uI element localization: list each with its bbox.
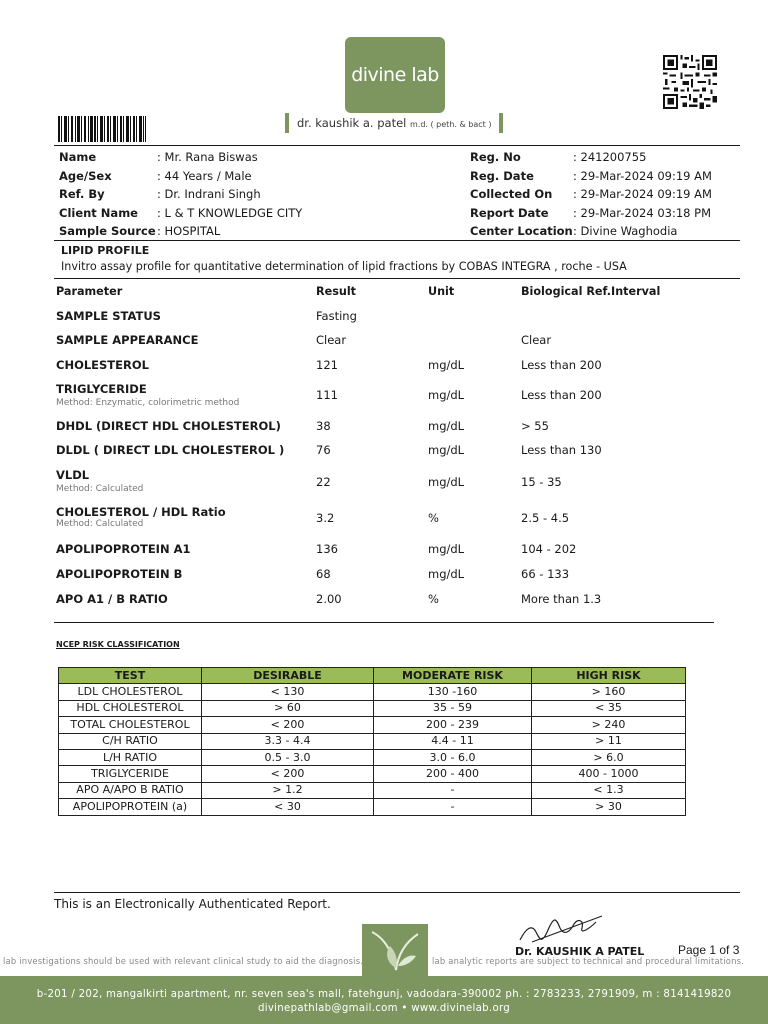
table-cell: < 200 [202,766,374,782]
table-cell: < 35 [532,700,686,716]
ncep-header-row [59,668,686,684]
field-value: : 29-Mar-2024 09:19 AM [573,187,712,201]
field-value: : 241200755 [573,150,647,164]
unit: mg/dL [428,542,465,556]
column-header-unit: Unit [428,285,455,298]
unit: % [428,592,439,606]
unit: mg/dL [428,443,465,457]
field-label: Collected On [470,187,553,201]
table-cell: 130 -160 [374,684,532,700]
doctor-line [285,113,503,133]
ref-interval: 104 - 202 [521,542,577,556]
table-cell: LDL CHOLESTEROL [59,684,202,700]
field-label: Reg. No [470,150,521,164]
results-end-rule [54,622,714,623]
table-cell: > 1.2 [202,782,374,798]
result-value: 22 [316,475,331,489]
column-header-ref-interval: Biological Ref.Interval [521,285,661,298]
table-cell: - [374,782,532,798]
qr-code-icon [663,55,717,109]
unit: mg/dL [428,388,465,402]
patient-info-left [59,148,302,241]
table-cell: 35 - 59 [374,700,532,716]
ref-interval: Less than 200 [521,388,602,402]
table-cell: 200 - 239 [374,717,532,733]
field-label: Age/Sex [59,168,112,183]
ref-interval: 66 - 133 [521,567,570,581]
field-label: Name [59,150,97,164]
unit: mg/dL [428,567,465,581]
table-cell: > 60 [202,700,374,716]
field-value: : Mr. Rana Biswas [157,150,258,164]
patient-field [59,185,302,204]
table-cell: < 30 [202,799,374,815]
table-cell: TOTAL CHOLESTEROL [59,717,202,733]
result-value: 38 [316,419,331,433]
unit: mg/dL [428,475,465,489]
result-value: Fasting [316,309,357,323]
patient-field [59,204,302,223]
report-field [470,185,712,204]
report-field [470,167,712,186]
field-value: : L & T KNOWLEDGE CITY [157,205,303,220]
leaf-icon [362,924,428,976]
table-cell: HDL CHOLESTEROL [59,700,202,716]
field-label: Client Name [59,205,138,220]
field-label: Reg. Date [470,168,534,183]
parameter-name: CHOLESTEROL [56,358,149,372]
divider-bar-right [499,113,503,133]
table-row [59,733,686,749]
disclaimer-left: lab investigations should be used with relevant clinical study to aid the diagnosis. [3,956,364,966]
table-cell: > 6.0 [532,749,686,765]
unit: mg/dL [428,358,465,372]
table-row [59,717,686,733]
table-row [59,782,686,798]
table-cell: C/H RATIO [59,733,202,749]
field-label: Ref. By [59,187,105,201]
section-title: LIPID PROFILE [61,244,150,257]
result-value: 76 [316,443,331,457]
table-row [59,700,686,716]
field-value: : 29-Mar-2024 03:18 PM [573,205,711,220]
ref-interval: Clear [521,333,552,347]
doctor-qualification: m.d. ( peth. & bact ) [410,120,492,129]
parameter-name: VLDL [56,468,90,482]
field-value: : 29-Mar-2024 09:19 AM [573,168,712,183]
table-cell: < 200 [202,717,374,733]
report-field [470,222,712,241]
table-cell: APOLIPOPROTEIN (a) [59,799,202,815]
section-rule [54,278,740,279]
ref-interval: 15 - 35 [521,475,562,489]
parameter-name: DLDL ( DIRECT LDL CHOLESTEROL ) [56,443,285,457]
footer-bar [0,976,768,1024]
leaf-logo-icon [362,924,428,976]
field-value: : Dr. Indrani Singh [157,187,261,201]
result-value: Clear [316,333,347,347]
table-cell: > 11 [532,733,686,749]
patient-field [59,148,302,167]
method-note: Method: Calculated [56,519,144,529]
report-field [470,148,712,167]
ncep-header-desirable: DESIRABLE [202,668,374,684]
column-header-result: Result [316,285,357,298]
method-note: Method: Calculated [56,484,144,494]
report-field [470,204,712,223]
parameter-name: APO A1 / B RATIO [56,592,168,606]
table-row [59,684,686,700]
field-value: : 44 Years / Male [157,168,252,183]
parameter-name: APOLIPOPROTEIN B [56,567,183,581]
patient-info-right [470,148,712,241]
header-rule [54,145,740,146]
ncep-header-high: HIGH RISK [532,668,686,684]
table-cell: > 240 [532,717,686,733]
method-note: Method: Enzymatic, colorimetric method [56,398,240,408]
table-cell: 200 - 400 [374,766,532,782]
table-row [59,766,686,782]
logo-text: divine lab [351,64,439,86]
table-cell: 400 - 1000 [532,766,686,782]
info-rule [54,240,740,241]
ncep-header-moderate: MODERATE RISK [374,668,532,684]
ncep-risk-table [58,667,686,816]
ref-interval: 2.5 - 4.5 [521,511,570,525]
parameter-name: APOLIPOPROTEIN A1 [56,542,191,556]
unit: mg/dL [428,419,465,433]
table-cell: 4.4 - 11 [374,733,532,749]
table-cell: > 160 [532,684,686,700]
page-number: Page 1 of 3 [678,943,740,957]
disclaimer-right: lab analytic reports are subject to technical and procedural limitations. [432,956,745,966]
ref-interval: > 55 [521,419,549,433]
lab-logo [345,37,445,113]
field-label: Center Location [470,224,573,238]
table-cell: TRIGLYCERIDE [59,766,202,782]
field-value: : HOSPITAL [157,224,221,238]
result-value: 68 [316,567,331,581]
table-row [59,749,686,765]
result-value: 136 [316,542,338,556]
ncep-header-test: TEST [59,668,202,684]
result-value: 2.00 [316,592,342,606]
field-label: Report Date [470,205,549,220]
table-cell: 3.0 - 6.0 [374,749,532,765]
section-description: Invitro assay profile for quantitative determination of lipid fractions by COBAS INTEGRA , roche - USA [61,260,627,273]
table-cell: L/H RATIO [59,749,202,765]
table-cell: 3.3 - 4.4 [202,733,374,749]
footer-address: b-201 / 202, mangalkirti apartment, nr. seven sea's mall, fatehgunj, vadodara-390002 ph. : 2783233, 2791909, m : 8141419820 [36,989,732,1000]
unit: % [428,511,439,525]
column-header-parameter: Parameter [56,285,123,298]
result-value: 121 [316,358,338,372]
signatory-name: Dr. KAUSHIK A PATEL [515,945,645,958]
table-cell: 0.5 - 3.0 [202,749,374,765]
table-cell: APO A/APO B RATIO [59,782,202,798]
doctor-name-text: dr. kaushik a. patel [297,116,407,130]
footer-contact: divinepathlab@gmail.com • www.divinelab.org [257,1003,511,1014]
parameter-name: SAMPLE STATUS [56,309,161,323]
table-cell: < 130 [202,684,374,700]
patient-field [59,167,302,186]
ncep-title: NCEP RISK CLASSIFICATION [56,640,180,649]
patient-field [59,222,302,241]
table-cell: > 30 [532,799,686,815]
ref-interval: Less than 130 [521,443,602,457]
parameter-name: DHDL (DIRECT HDL CHOLESTEROL) [56,419,281,433]
parameter-name: TRIGLYCERIDE [56,382,147,396]
ref-interval: Less than 200 [521,358,602,372]
doctor-name [297,116,491,130]
footer-rule [54,892,740,893]
result-value: 111 [316,388,338,402]
table-cell: - [374,799,532,815]
ref-interval: More than 1.3 [521,592,602,606]
field-label: Sample Source [59,224,156,238]
result-value: 3.2 [316,511,335,525]
field-value: : Divine Waghodia [573,224,678,238]
parameter-name: CHOLESTEROL / HDL Ratio [56,505,226,519]
divider-bar-left [285,113,289,133]
parameter-name: SAMPLE APPEARANCE [56,333,199,347]
table-cell: < 1.3 [532,782,686,798]
table-row [59,799,686,815]
signature-icon [512,910,612,950]
authentication-note: This is an Electronically Authenticated Report. [54,897,331,911]
barcode-icon [58,116,146,142]
